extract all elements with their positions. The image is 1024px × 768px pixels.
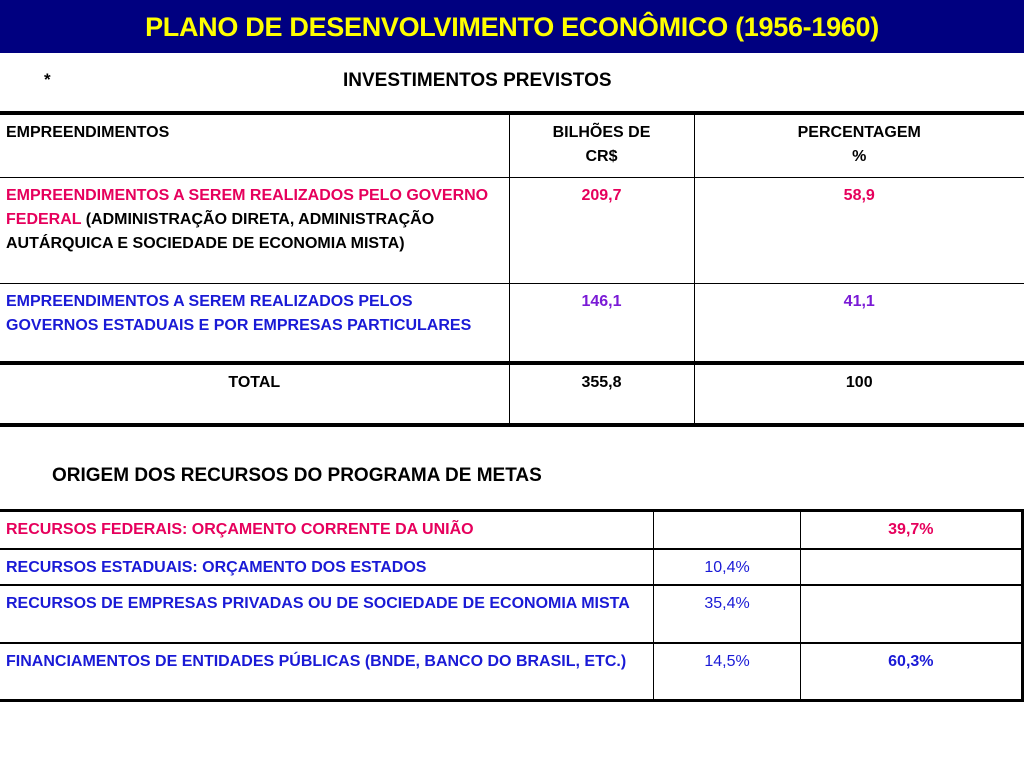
investimentos-table: [0, 111, 1024, 427]
origem-privadas-col2: 35,4%: [654, 585, 800, 643]
investimentos-header-row: [0, 113, 1024, 177]
origem-privadas-col3: [800, 585, 1022, 643]
row-estaduais-label: EMPREENDIMENTOS A SEREM REALIZADOS PELOS GOVERNOS ESTADUAIS E POR EMPRESAS PARTICULARES: [0, 283, 509, 363]
table-row: [0, 585, 1023, 643]
table-row: [0, 643, 1023, 701]
row-estaduais-percentagem: 41,1: [694, 283, 1024, 363]
origem-privadas-label: RECURSOS DE EMPRESAS PRIVADAS OU DE SOCIEDADE DE ECONOMIA MISTA: [0, 585, 654, 643]
total-percentagem: 100: [694, 363, 1024, 425]
table-row: [0, 283, 1024, 363]
origem-federais-col2: [654, 511, 800, 549]
header-bilhoes: [509, 113, 694, 177]
origem-federais-label: RECURSOS FEDERAIS: ORÇAMENTO CORRENTE DA UNIÃO: [0, 511, 654, 549]
row-federal-bilhoes: 209,7: [509, 177, 694, 283]
table-row: [0, 177, 1024, 283]
origem-estaduais-col3: [800, 549, 1022, 585]
origem-section-title: ORIGEM DOS RECURSOS DO PROGRAMA DE METAS: [52, 465, 542, 486]
origem-estaduais-label: RECURSOS ESTADUAIS: ORÇAMENTO DOS ESTADOS: [0, 549, 654, 585]
title-bar: [0, 0, 1024, 53]
origem-financiamentos-col2: 14,5%: [654, 643, 800, 701]
origem-table: [0, 509, 1024, 702]
row-estaduais-bilhoes: 146,1: [509, 283, 694, 363]
row-federal-label-colored: EMPREENDIMENTOS A SEREM REALIZADOS PELO GOVERNO FEDERAL: [6, 186, 489, 228]
header-bilhoes-line1: BILHÕES DE: [552, 124, 651, 141]
header-percentagem-line1: PERCENTAGEM: [797, 124, 921, 141]
origem-financiamentos-label: FINANCIAMENTOS DE ENTIDADES PÚBLICAS (BNDE, BANCO DO BRASIL, ETC.): [0, 643, 654, 701]
origem-financiamentos-col3: 60,3%: [800, 643, 1022, 701]
row-federal-percentagem: 58,9: [694, 177, 1024, 283]
row-federal-label: [0, 177, 509, 283]
table-row: [0, 549, 1023, 585]
investimentos-section-title: INVESTIMENTOS PREVISTOS: [343, 70, 612, 91]
table-row: [0, 511, 1023, 549]
header-percentagem-line2: %: [852, 148, 867, 165]
total-row: [0, 363, 1024, 425]
header-percentagem: [694, 113, 1024, 177]
origem-estaduais-col2: 10,4%: [654, 549, 800, 585]
header-bilhoes-line2: CR$: [585, 148, 618, 165]
page-title: PLANO DE DESENVOLVIMENTO ECONÔMICO (1956-1960): [145, 12, 879, 42]
total-bilhoes: 355,8: [509, 363, 694, 425]
origem-federais-col3: 39,7%: [800, 511, 1022, 549]
total-label: TOTAL: [0, 363, 509, 425]
asterisk-marker: *: [44, 70, 51, 89]
header-empreendimentos: EMPREENDIMENTOS: [0, 113, 509, 177]
row-federal-label-extra: (ADMINISTRAÇÃO DIRETA, ADMINISTRAÇÃO AUTÁRQUICA E SOCIEDADE DE ECONOMIA MISTA): [6, 210, 435, 252]
